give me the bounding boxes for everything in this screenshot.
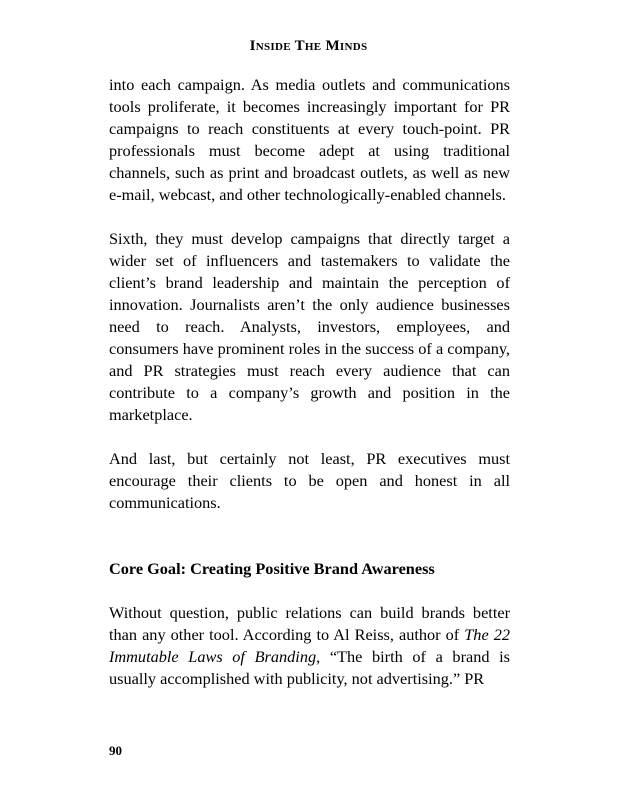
book-title: The 22 Immutable Laws of Branding <box>109 625 511 666</box>
paragraph-text-lead: Without question, public relations can build brands better than any other tool. According to Al Reiss, author of <box>109 603 510 644</box>
paragraph-honesty: And last, but certainly not least, PR executives must encourage their clients to be open and honest in all communications. <box>109 449 510 512</box>
paragraph-spacer <box>109 426 510 448</box>
paragraph-spacer <box>109 580 510 602</box>
paragraph-influencers: Sixth, they must develop campaigns that directly target a wider set of influencers and tastemakers to validate the client’s brand leadership and maintain the perception of innovation. Journalists aren’t the only audience businesses need to reach. Analysts, investors, employees, and consumers have prominent roles in the success of a company, and PR strategies must reach every audience that can contribute to a company’s growth and position in the marketplace. <box>109 229 510 424</box>
page-body <box>109 74 510 690</box>
paragraph-channels: into each campaign. As media outlets and communications tools proliferate, it becomes increasingly important for PR campaigns to reach constituents at every touch-point. PR professionals must become adept at using traditional channels, such as print and broadcast outlets, as well as new e-mail, webcast, and other technologically-enabled channels. <box>109 75 510 204</box>
paragraph-text-tail: , “The birth of a brand is usually accomplished with publicity, not advertising.” PR <box>109 647 510 688</box>
running-header: Inside The Minds <box>249 38 368 54</box>
section-heading: Core Goal: Creating Positive Brand Awareness <box>109 559 435 578</box>
page-number: 90 <box>109 743 122 758</box>
section-spacer <box>109 514 510 558</box>
paragraph-brand-awareness <box>109 602 510 690</box>
paragraph-spacer <box>109 206 510 228</box>
